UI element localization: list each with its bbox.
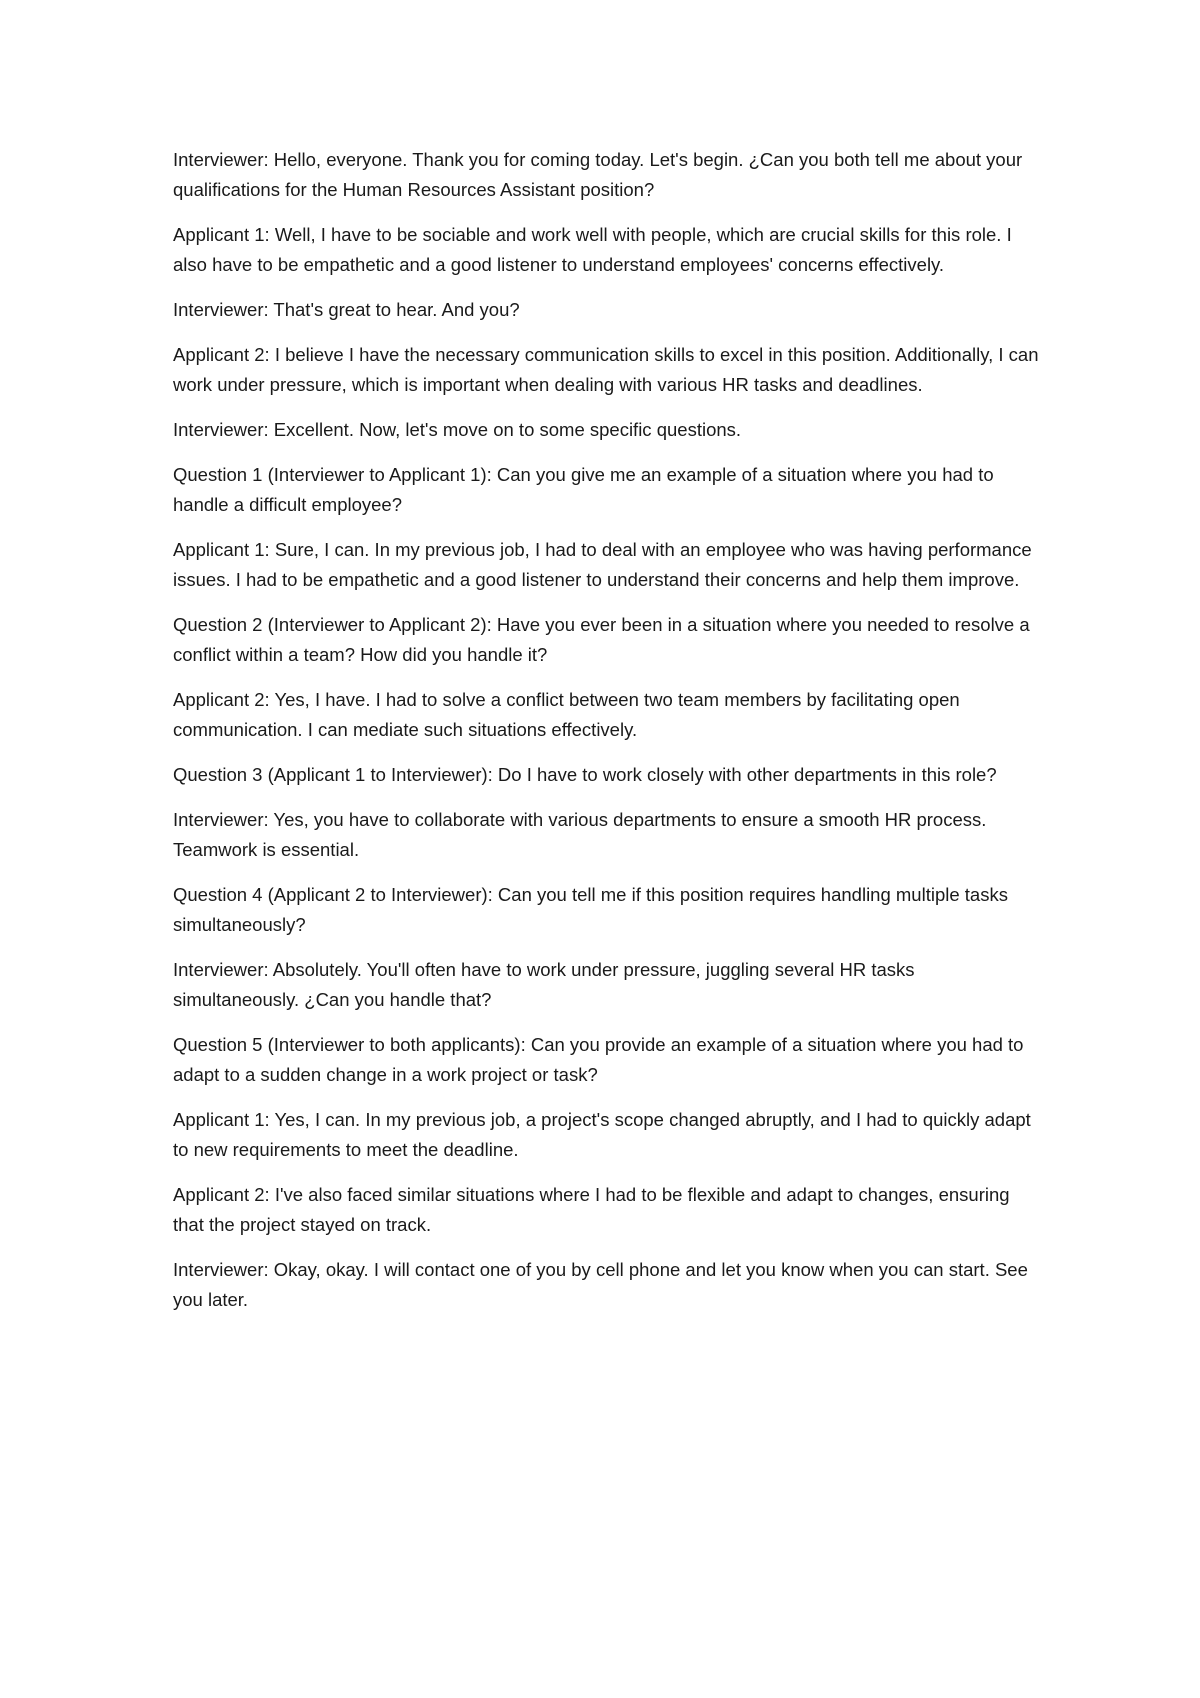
paragraph: Question 3 (Applicant 1 to Interviewer): Do I have to work closely with other departments in this role? <box>173 764 997 785</box>
paragraph: Question 4 (Applicant 2 to Interviewer): Can you tell me if this position requires handling multiple tasks simultaneously? <box>173 884 1008 935</box>
paragraph: Interviewer: Yes, you have to collaborate with various departments to ensure a smooth HR process. Teamwork is essential. <box>173 809 987 860</box>
paragraph: Question 2 (Interviewer to Applicant 2): Have you ever been in a situation where you needed to resolve a conflict within a team? How did you handle it? <box>173 614 1030 665</box>
paragraph: Question 5 (Interviewer to both applicants): Can you provide an example of a situation where you had to adapt to a sudden change in a work project or task? <box>173 1034 1024 1085</box>
paragraph: Applicant 2: Yes, I have. I had to solve a conflict between two team members by facilitating open communication. I can mediate such situations effectively. <box>173 689 960 740</box>
paragraph: Applicant 2: I've also faced similar situations where I had to be flexible and adapt to changes, ensuring that the project stayed on track. <box>173 1184 1010 1235</box>
paragraph: Applicant 1: Yes, I can. In my previous job, a project's scope changed abruptly, and I had to quickly adapt to new requirements to meet the deadline. <box>173 1109 1031 1160</box>
paragraph: Interviewer: Hello, everyone. Thank you for coming today. Let's begin. ¿Can you both tell me about your qualifications for the Human Resources Assistant position? <box>173 149 1023 200</box>
paragraph: Applicant 1: Sure, I can. In my previous job, I had to deal with an employee who was having performance issues. I had to be empathetic and a good listener to understand their concerns and help them improve. <box>173 539 1032 590</box>
paragraph: Interviewer: That's great to hear. And you? <box>173 299 520 320</box>
paragraph: Interviewer: Excellent. Now, let's move on to some specific questions. <box>173 419 742 440</box>
paragraph: Applicant 1: Well, I have to be sociable and work well with people, which are crucial skills for this role. I also have to be empathetic and a good listener to understand employees' concerns effectively. <box>173 224 1012 275</box>
paragraph: Interviewer: Absolutely. You'll often have to work under pressure, juggling several HR tasks simultaneously. ¿Can you handle that? <box>173 959 915 1010</box>
paragraph: Question 1 (Interviewer to Applicant 1): Can you give me an example of a situation where you had to handle a difficult employee? <box>173 464 994 515</box>
paragraph: Applicant 2: I believe I have the necessary communication skills to excel in this position. Additionally, I can work under pressure, which is important when dealing with various HR tasks and deadlines. <box>173 344 1039 395</box>
document-body <box>173 145 1043 1330</box>
paragraph: Interviewer: Okay, okay. I will contact one of you by cell phone and let you know when you can start. See you later. <box>173 1259 1028 1310</box>
